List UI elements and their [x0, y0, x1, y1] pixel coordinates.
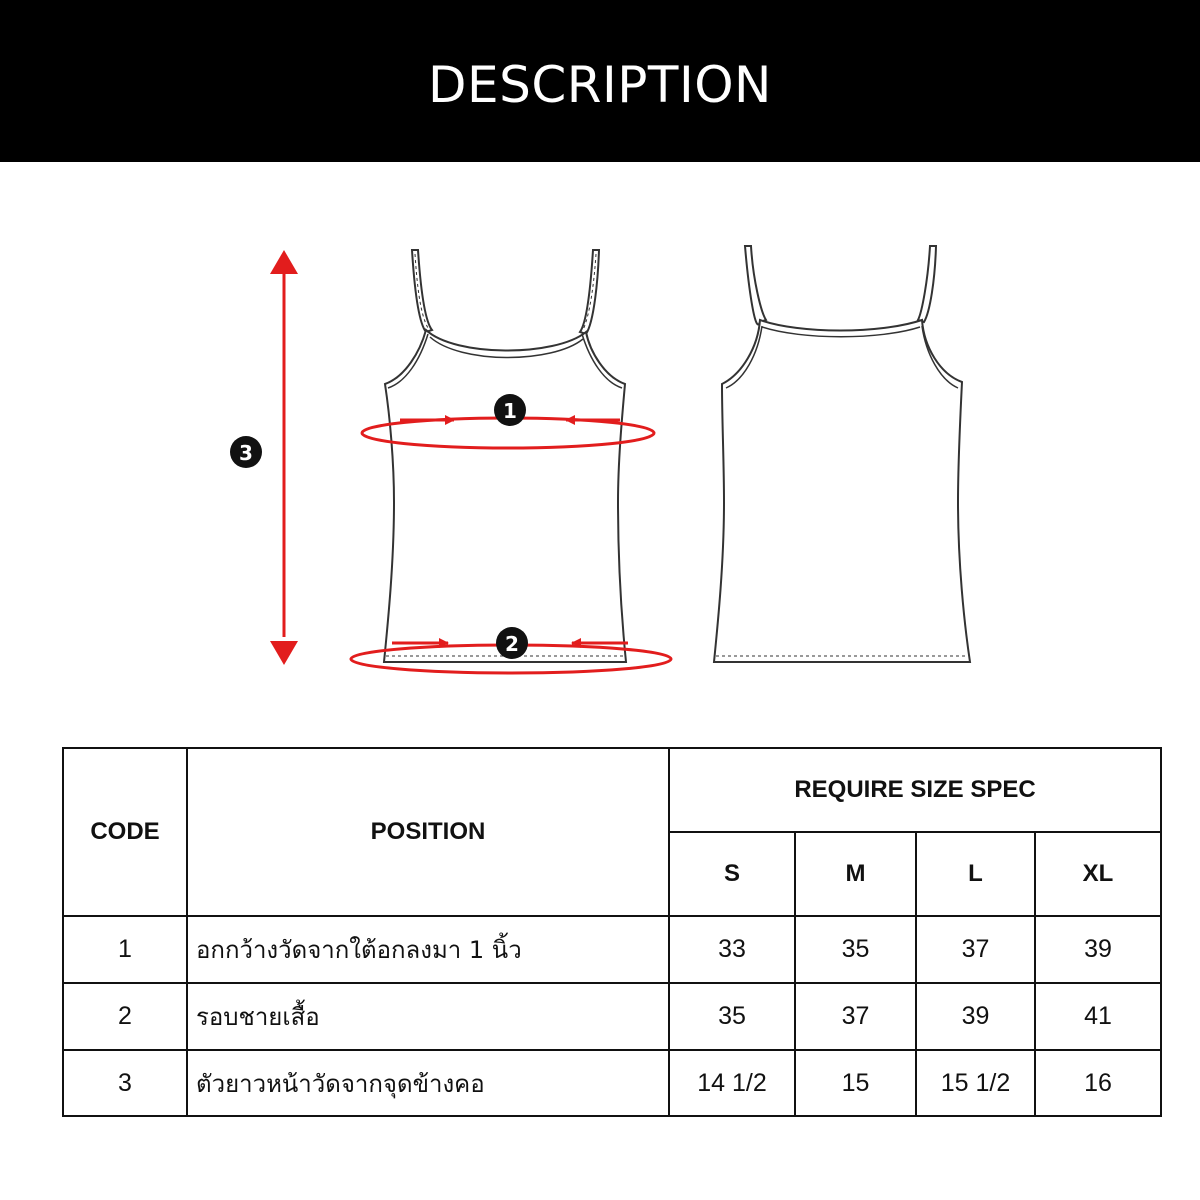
code-header: CODE	[63, 748, 187, 916]
value-m: 35	[795, 916, 916, 983]
row-code: 2	[63, 983, 187, 1050]
position-header: POSITION	[187, 748, 669, 916]
size-xl-header: XL	[1035, 832, 1161, 916]
svg-text:3: 3	[239, 441, 253, 465]
table-row	[63, 916, 1161, 983]
length-measurement	[270, 250, 298, 665]
value-m: 37	[795, 983, 916, 1050]
table-row	[63, 983, 1161, 1050]
row-position: ตัวยาวหน้าวัดจากจุดข้างคอ	[187, 1050, 669, 1116]
garment-diagram	[0, 162, 1200, 722]
size-l-header: L	[916, 832, 1035, 916]
value-xl: 41	[1035, 983, 1161, 1050]
row-code: 3	[63, 1050, 187, 1116]
size-m-header: M	[795, 832, 916, 916]
table-row	[63, 1050, 1161, 1116]
value-xl: 39	[1035, 916, 1161, 983]
marker-3	[230, 436, 262, 468]
value-l: 39	[916, 983, 1035, 1050]
row-position: รอบชายเสื้อ	[187, 983, 669, 1050]
header-bar	[0, 0, 1200, 162]
size-s-header: S	[669, 832, 795, 916]
page-title: DESCRIPTION	[428, 56, 772, 114]
svg-text:2: 2	[505, 632, 519, 656]
back-camisole-outline	[714, 246, 970, 662]
value-l: 15 1/2	[916, 1050, 1035, 1116]
front-camisole-outline	[384, 250, 626, 662]
table-header-row	[63, 748, 1161, 832]
value-s: 33	[669, 916, 795, 983]
row-code: 1	[63, 916, 187, 983]
value-s: 35	[669, 983, 795, 1050]
value-s: 14 1/2	[669, 1050, 795, 1116]
marker-1	[494, 394, 526, 426]
value-l: 37	[916, 916, 1035, 983]
svg-text:1: 1	[503, 399, 517, 423]
spec-header: REQUIRE SIZE SPEC	[669, 748, 1161, 832]
value-xl: 16	[1035, 1050, 1161, 1116]
size-spec-table	[62, 747, 1162, 1117]
marker-2	[496, 627, 528, 659]
value-m: 15	[795, 1050, 916, 1116]
row-position: อกกว้างวัดจากใต้อกลงมา 1 นิ้ว	[187, 916, 669, 983]
